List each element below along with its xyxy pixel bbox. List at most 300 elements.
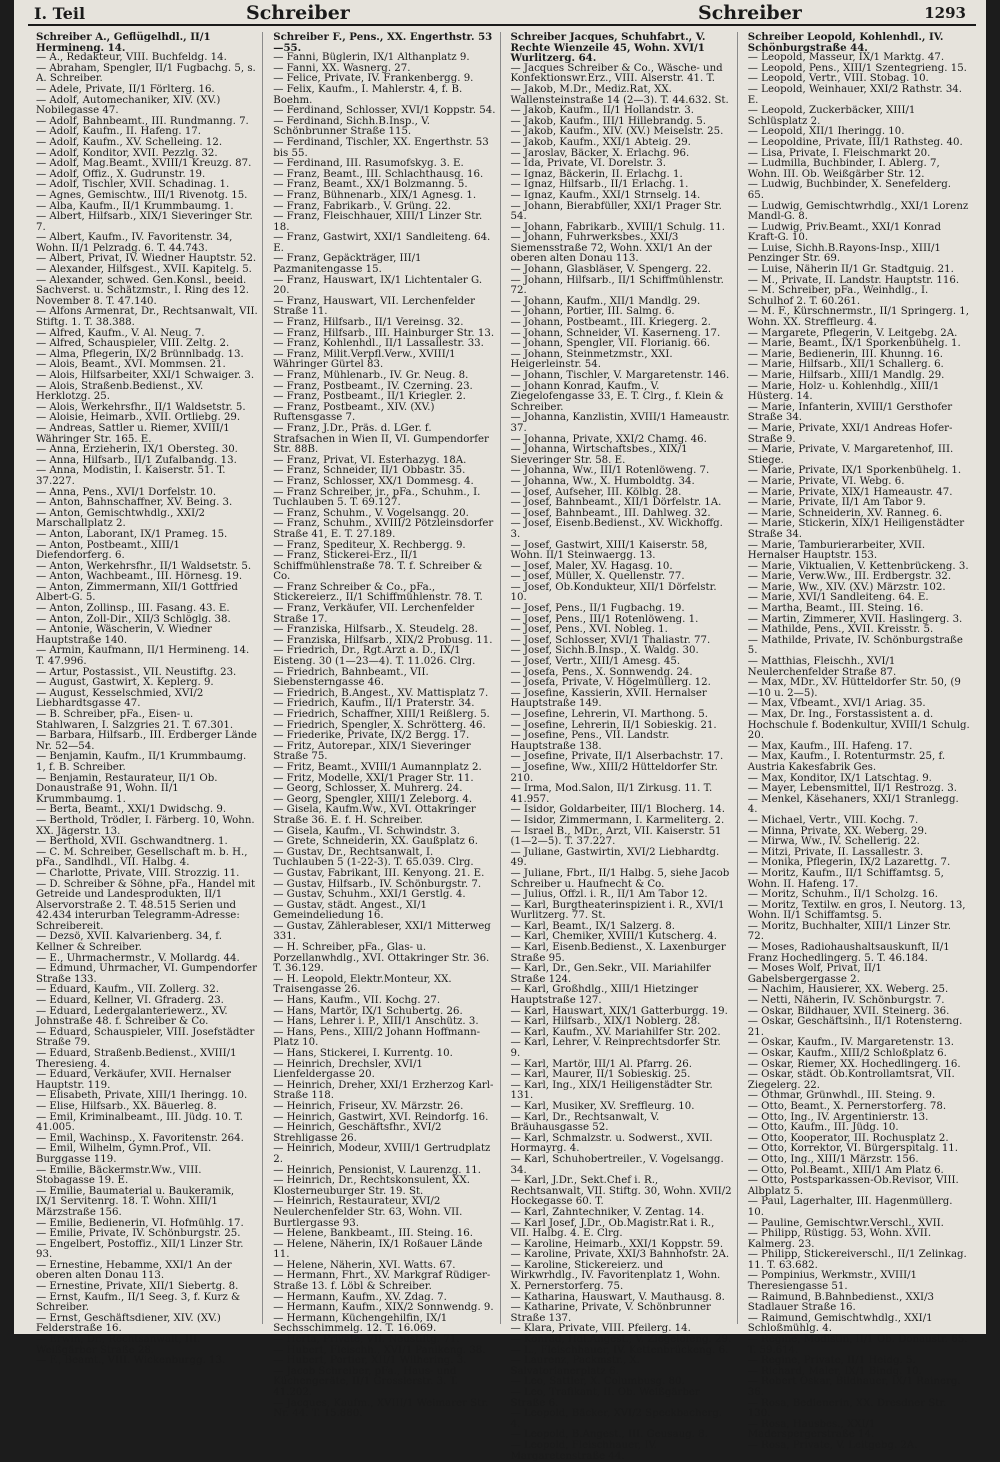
directory-entry: — Karl, Burgtheaterinspizient i. R., XVI/1 Wurlitzerg. 77. St. (510, 899, 725, 922)
directory-entry: — Gustav, Dr., Rechtsanwalt, I. Tuchlauben 5 (1-22-3). T. 65.039. Clrg. (273, 846, 474, 869)
directory-entry: — Alois, Beamt., XVI. Mommsen. 21. (36, 359, 226, 371)
directory-entry: — Albert, Privat, IV. Wiedner Hauptstr. 52. (36, 253, 257, 265)
directory-entry: — Adolf, Kaufm., XV. Schelleing. 12. (36, 136, 223, 148)
directory-entry: — Karl, Kaufm., XV. Mariahilfer Str. 202. (510, 1026, 721, 1038)
directory-entry: — Gustav, Hilfsarb., IV. Schönburgstr. 7. (273, 878, 482, 890)
directory-entry: — Karl Josef, J.Dr., Ob.Magistr.Rat i. R., VII. Halbg. 4. E. Clrg. (510, 1217, 715, 1240)
directory-entry: — Jacques, Kaufm., XVIII/1 Weimarer Str. Nr. 44. T. 15.880. (273, 1397, 489, 1420)
column-1 (36, 31, 263, 1367)
directory-entry: — Katharina, Hauswart, V. Mauthausg. 8. (510, 1291, 725, 1303)
column-4 (747, 31, 974, 1451)
directory-entry: — Josefine, Pens., VII. Landstr. Hauptstraße 138. (510, 730, 670, 752)
directory-entry: — Jakob, Kaufm., XIV. (XV.) Meiselstr. 25. (510, 126, 724, 138)
directory-entry: — Hermann, Fhrt., XV. Markgraf Rüdiger-Straße 13. f. Löbl & Schreiber. (273, 1270, 491, 1293)
directory-entry: — Johann, Postbeamt., III. Kriegerg. 2. (510, 317, 711, 329)
directory-entry: — Mathilde, Private, IV. Schönburgstraße 5. (747, 634, 963, 657)
directory-entry: — A., Redakteur, VIII. Buchfeldg. 14. (36, 52, 227, 64)
directory-entry: — Marie, Private, IX/1 Sporkenbühelg. 1. (747, 465, 962, 477)
directory-entry: — Karl, J.Dr., Sekt.Chef i. R., Rechtsanwalt, VII. Stiftg. 30, Wohn. XVII/2 Hockegasse 60. T. (510, 1175, 732, 1208)
directory-entry: — Otto, Beamt., X. Pernerstorferg. 78. (747, 1100, 947, 1112)
directory-entry: — Hermann, Küchengehilfin, IX/1 Sechsschimmelg. 12. T. 16.069. (273, 1312, 448, 1335)
directory-entry: — Franz, Schneider, II/1 Obbastr. 35. (273, 465, 466, 477)
directory-entry: — Max, Kaufm., I. Rotenturmstr. 25, f. Austria Kakesfabrik Ges. (747, 751, 946, 773)
directory-entry: — Emil, Wilhelm, Gymn.Prof., VII. Burggasse 119. (36, 1143, 212, 1165)
directory-entry: — Hermann, Kaufm., XV. Zdag. 7. (273, 1291, 447, 1303)
directory-entry: — Marie, XVI/1 Sandleiteng. 64. E. (747, 592, 929, 604)
directory-entry: — Helene, Bankbeamt., III. Steing. 16. (273, 1228, 474, 1240)
directory-entry: — Anton, Laborant, IX/1 Prameg. 15. (36, 528, 228, 540)
directory-entry: — Pauline, Gemischtwr.Verschl., XVII. (747, 1217, 944, 1229)
directory-entry: — Josefine, Lehrerin, II/1 Sobieskig. 21. (510, 719, 717, 731)
directory-entry: — Benjamin, Kaufm., II/1 Krummbaumg. 1, f. B. Schreiber. (36, 751, 247, 773)
directory-entry: — Hermann, Kaufm., XIX/2 Sonnwendg. 9. (273, 1302, 494, 1314)
directory-entry: — Josefine, Kassierin, XVII. Hernalser Hauptstraße 149. (510, 687, 707, 710)
directory-entry: — Adolf, Kaufm., II. Hafeng. 17. (36, 126, 202, 138)
directory-entry: — Leopold, XII/1 Iheringg. 10. (747, 126, 905, 138)
directory-entry: — Marie, Private, V. Margaretenhof, III. Stiege. (747, 444, 954, 466)
directory-entry: — Elise, Hilfsarb., XX. Bäuerleg. 8. (36, 1100, 217, 1112)
directory-entry: — Helene, Näherin, XVI. Watts. 67. (273, 1259, 456, 1271)
directory-entry: — Fanni, XX. Wasnerg. 27. (273, 62, 411, 74)
directory-entry: — Mirwa, Ww., IV. Schellerig. 22. (747, 836, 920, 848)
directory-entry: — Adolf, Tischler, XVII. Schadinag. 1. (36, 179, 230, 191)
directory-entry: — Moses, Radiohaushaltsauskunft, II/1 Franz Hochedlingerg. 5. T. 46.184. (747, 942, 950, 964)
directory-entry: — Elisabeth, Private, XIII/1 Iheringg. 10. (36, 1090, 248, 1102)
column-2 (273, 31, 500, 1420)
directory-entry: — Leopold, Zuckerbäcker, XIII/1 Schlüsplatz 2. (747, 105, 916, 127)
directory-entry: — Benjamin, Restaurateur, II/1 Ob. Donaustraße 91, Wohn. II/1 Krummbaumg. 1. (36, 772, 218, 805)
directory-entry: — Pompinius, Werkmstr., XVIII/1 Theresiengasse 51. (747, 1270, 918, 1293)
directory-entry: — Franz, Hauswart, IX/1 Lichtentaler G. 20. (273, 274, 483, 297)
directory-entry: — Josefine, Ww., XIII/2 Hütteldorfer Str. 210. (510, 761, 718, 784)
directory-entry: — Oskar, Kaufm., XIII/2 Schloßplatz 6. (747, 1048, 947, 1059)
directory-entry: — Franz, Postbeamt., II/1 Kriegler. 2. (273, 391, 466, 403)
directory-entry: — Karl, Hauswart, XIX/1 Gatterburgg. 19. (510, 1005, 728, 1017)
directory-entry: — Raimund, Gemischtwhdlg., XXI/1 Schloßmühlg. 4. (747, 1312, 933, 1335)
directory-entry: — Johann, Tischler, V. Margaretenstr. 146. (510, 370, 730, 381)
directory-entry: — Isidor, Goldarbeiter, III/1 Blocherg. 14. (510, 804, 725, 816)
directory-entry: — Johanna, Wirtschaftsbes., XIX/1 Sieveringer Str. 58. E. (510, 444, 688, 466)
directory-entry: — Hans, Lehrer i. P., XIII/1 Anschütz. 3. (273, 1016, 479, 1028)
directory-entry: — F., Beamt., VIII. Wickenburgg. 13. (36, 1355, 226, 1367)
directory-entry: — Marie, Schneiderin, XV. Ranneg. 6. (747, 507, 943, 519)
directory-entry: — Marie, Tamburierarbeiter, XVII. Hernalser Hauptstr. 153. (747, 539, 926, 562)
directory-entry: — Oskar, Riemer, XX. Hochedlingerg. 16. (747, 1058, 961, 1070)
directory-entry: — Julius, Offzl. i. R., II/1 Am Tabor 12. (510, 889, 708, 901)
directory-entry: — Alois, Hilfsarbeiter, XXI/1 Schwaiger. 3. (36, 370, 255, 381)
directory-entry: — Karl, Eisenb.Bedienst., X. Laxenburger Straße 95. (510, 942, 726, 964)
directory-entry: — Franz, Schuhm., V. Vogelsangg. 20. (273, 507, 469, 519)
directory-entry: — Johann, Fuhrwerksbes., XXI/3 Siemensstraße 72, Wohn. XXI/1 An der oberen alten Donau 113. (510, 232, 712, 265)
directory-entry: — Mathilde, Pens., XVII. Kreisstr. 5. (747, 624, 934, 636)
directory-entry: — Franz, Beamt., XX/1 Bolzmanng. 5. (273, 179, 468, 191)
directory-entry: — Isidor, Zimmermann, I. Karmeliterg. 2. (510, 814, 725, 826)
directory-entry: — Josef, Schlosser, XVI/1 Thaliastr. 77. (510, 634, 711, 646)
directory-entry: — Franz, Verkäufer, VII. Lerchenfelder Straße 17. (273, 603, 475, 625)
directory-entry: — Hans, Pens., XIII/2 Johann Hoffmann-Platz 10. (273, 1026, 481, 1049)
directory-entry: — Karoline, Private, XXI/3 Bahnhofstr. 2A. (510, 1249, 730, 1261)
directory-entry: — Juliane, Gastwirtin, XVI/2 Liebhardtg. 49. (510, 846, 720, 869)
directory-entry: — Josefine, Private, II/1 Alserbachstr. 17. (510, 751, 724, 763)
directory-entry: — Konrad, Hdl.Angest., V. Ziegelofeng. 29. (510, 1334, 732, 1346)
directory-entry: — Franz, Hauswart, VII. Lerchenfelder Straße 11. (273, 295, 475, 318)
directory-entry: — Jaroslav, Bäcker, X. Erlachg. 96. (510, 147, 690, 159)
directory-entry: — Moritz, Schuhm., II/1 Scholzg. 16. (747, 889, 938, 901)
directory-entry: — Franz, Milit.Verpfl.Verw., XVIII/1 Währinger Gürtel 83. (273, 348, 456, 371)
directory-entry: — Franz, Stickerei-Erz., II/1 Schiffmühlenstraße 78. T. f. Schreiber & Co. (273, 550, 483, 583)
directory-entry: — Alfons Armenrat, Dr., Rechtsanwalt, VII. Stiftg. 1. T. 38.388. (36, 306, 258, 329)
directory-entry: — Johann Konrad, Kaufm., V. Ziegelofengasse 33, E. T. Clrg., f. Klein & Schreiber. (510, 380, 724, 413)
directory-entry: — Leo, Trafikant, II. Ob. Weißgärber Straße 6. (510, 1387, 700, 1409)
directory-entry: — Engelbert, Postoffiz., XII/1 Linzer Str. 93. (36, 1238, 244, 1261)
directory-entry: — C. M. Schreiber, Gesellschaft m. b. H., pFa., Sandlhdl., VII. Halbg. 4. (36, 846, 248, 869)
directory-entry: — Emil, Wachinsp., X. Favoritenstr. 264. (36, 1132, 244, 1144)
directory-entry: — Rosa, Hausbes., XXI/1 Maderspergerstraße 14. (747, 1418, 876, 1441)
directory-entry: — Josef, Pens., II/1 Fugbachg. 19. (510, 603, 685, 615)
directory-entry: — D. Schreiber & Söhne, pFa., Handel mit Getreide und Landesprodukten, II/1 Alservorstraße 2. T. 48.515 Serien und 42.434 interurban Telegramm-Adresse: Schreibereit. (36, 878, 256, 932)
directory-entry: — Emilie, Baumaterial u. Baukeramik, IX/1 Servitenrg. 18. T. Wohn. XIII/1 Märzstraße 156. (36, 1185, 235, 1218)
directory-entry: — Richard, Maler, IX/1 Bindg. 10. (747, 1365, 922, 1377)
directory-entry: — Marie, Private, II/1 Am Tabor 9. (747, 497, 926, 509)
directory-entry: — Monika, Pflegerin, IX/2 Lazarettg. 7. (747, 857, 951, 869)
directory-entry: — E., Uhrmachermstr., V. Mollardg. 44. (36, 952, 240, 964)
directory-entry: — Karl, Schuhobertreiler., V. Vogelsangg. 34. (510, 1153, 724, 1176)
directory-entry: — Charlotte, Private, VIII. Strozzig. 11. (36, 867, 240, 879)
directory-entry: — Ferdinand, Schlosser, XVI/1 Koppstr. 54. (273, 105, 496, 117)
directory-entry: — Franz, Kohlenhdl., II/1 Lassallestr. 33. (273, 338, 484, 350)
directory-entry: — Ernestine, Hebamme, XXI/1 An der oberen alten Donau 113. (36, 1259, 232, 1282)
directory-entry: — Irma, Mod.Salon, II/1 Zirkusg. 11. T. 41.957. (510, 783, 713, 805)
directory-entry: — Johann, Steinmetzmstr., XXI. Heigerleinstr. 54. (510, 348, 673, 371)
directory-entry: — Otto, Korrektor, VI. Bürgerspitalg. 11. (747, 1143, 959, 1155)
directory-entry: — Anton, Zoll-Dir., XII/3 Schlöglg. 38. (36, 613, 231, 625)
directory-entry: — H. Leopold, Elektr.Monteur, XX. Traisengasse 26. (273, 973, 452, 996)
directory-entry: — Berthold, XVII. Gschwandtnerg. 1. (36, 836, 228, 848)
directory-entry: — Leopold, Weinhauer, XXI/2 Rathstr. 34. E. (747, 83, 963, 106)
directory-entry: — Eduard, Ledergalanteriewerz., XV. Johnstraße 48. f. Schreiber & Co. (36, 1005, 228, 1028)
directory-entry: — Adolf, Bahnbeamt., III. Rundmanng. 7. (36, 115, 249, 127)
directory-entry: — Friedrich, Kaufm., II/1 Praterstr. 34. (273, 698, 475, 710)
directory-entry: — Luise, Näherin II/1 Gr. Stadtguig. 21. (747, 264, 954, 276)
directory-entry: — Karl, Dr., Rechtsanwalt, V. Bräuhausgasse 52. (510, 1111, 660, 1134)
directory-entry: — Johann, Schneider, VI. Kaserneng. 17. (510, 327, 721, 339)
directory-entry: — Leo, Sattler, X. Columbusg. 80. (510, 1376, 685, 1388)
directory-entry: — Rosa, Bedienerin, XX. Dresdner Str. 130. (747, 1397, 947, 1420)
directory-entry: — Hans, Stickerei, I. Kurrentg. 10. (273, 1048, 453, 1059)
directory-entry: — Josef, Pens., III/1 Rotenlöweng. 1. (510, 613, 699, 625)
directory-entry: — Josef, Vertr., XIII/1 Amesg. 45. (510, 656, 681, 668)
directory-entry: — Ignaz, Hilfsarb., II/1 Erlachg. 1. (510, 179, 689, 191)
directory-entry: — Marie, Viktualien, V. Kettenbrückeng. 3. (747, 560, 969, 572)
directory-entry: — Leopold, B.Angest., III. Geusaug. 8. (510, 1429, 708, 1441)
directory-entry: — Karl, Hilfsarb., XIX/1 Noblerg. 28. (510, 1016, 701, 1028)
directory-page (14, 0, 986, 1462)
directory-entry: — Leopold, Masseur, IX/1 Marktg. 47. (747, 52, 945, 64)
directory-entry: — Josef, Maler, XV. Hagasg. 10. (510, 560, 673, 572)
directory-entry: — Max, Vfbeamt., XVI/1 Ariag. 35. (747, 698, 926, 710)
directory-entry: — Ignaz, Bäckerin, II. Erlachg. 1. (510, 168, 683, 180)
directory-entry: — Regine, Private, II/1 Heidg. 5. (747, 1355, 916, 1367)
directory-entry: — Karoline, Stickereierz. und Wirkwrhdlg., IV. Favoritenplatz 1, Wohn. X. Pernerstorferg. 75. (510, 1259, 721, 1293)
directory-entry: — Berthold, Trödler, I. Färberg. 10, Wohn. XX. Jägerstr. 13. (36, 814, 255, 837)
directory-entry: — Michael, Vertr., VIII. Kochg. 7. (747, 814, 919, 826)
directory-entry: — Karl, Zahntechniker, V. Zentag. 14. (510, 1206, 705, 1218)
directory-entry: — Klara, Private, VIII. Pfeilerg. 14. (510, 1323, 691, 1335)
directory-entry: — Josefa, Pens., X. Sonnwendg. 24. (510, 666, 693, 678)
directory-entry: — Gustav, Schuhm., XXI/1 Gerstlg. 4. (273, 889, 466, 901)
directory-entry: — Otto, Ing., XIII/1 Märzstr. 156. (747, 1153, 919, 1165)
directory-entry: — Franz, Hilfsarb., II/1 Vereinsg. 32. (273, 317, 464, 329)
directory-entry: — Oskar, städt. Ob.Kontrollamtsrat, VII. Ziegelerg. 22. (747, 1069, 955, 1091)
directory-entry: — Franz Schreiber, jr., pFa., Schuhm., I. Tuchlauben 5. T. 69.127. (273, 486, 481, 509)
directory-entry: — Eduard, Schauspieler, VIII. Josefstädter Straße 79. (36, 1026, 255, 1049)
directory-entry: — Josef, Eisenb.Bedienst., XV. Wickhoffg. 3. (510, 518, 723, 540)
directory-entry: — Marie, Ww., XIV. (XV.) Märzstr. 102. (747, 581, 946, 593)
directory-entry: — Mayer, Lebensmittel, II/1 Restrozg. 3. (747, 783, 958, 795)
directory-entry: — L., Fleischhauer, IV. Kettenbrückeng. 6. (510, 1344, 729, 1356)
directory-entry: — M. F., Kürschnermstr., II/1 Springerg. 1, Wohn. XX. Streffleurg. 4. (747, 306, 970, 329)
directory-entry: — Lisa, Private, I. Fleischmarkt 20. (747, 147, 931, 159)
directory-entry: — Ludwig, Priv.Beamt., XXI/1 Konrad Kraft-G. 10. (747, 221, 942, 244)
directory-entry: — Alfred, Kaufm., V. Al. Neug. 7. (36, 327, 205, 339)
directory-entry: — Antonie, Wäscherin, V. Wiedner Hauptstraße 140. (36, 624, 212, 646)
directory-entry: — Heinrich, Dreher, XXI/1 Erzherzog Karl-Straße 118. (273, 1079, 494, 1102)
directory-entry: — Alexander, Hilfsgest., XVII. Kapitelg. 5. (36, 264, 252, 276)
directory-entry: — Margarete, Pflegerin, V. Leitgebg. 2A. (747, 327, 958, 339)
directory-entry: — Otto, Postsparkassen-Ob.Revisor, VIII. Albplatz 5. (747, 1175, 959, 1197)
directory-entry: — Josefine, Lehrerin, VI. Marthong. 5. (510, 709, 708, 720)
directory-entry: — Grete, Schneiderin, XX. Gaußplatz 6. (273, 836, 478, 848)
directory-entry: — Emilie, Bedienerin, VI. Hofmühlg. 17. (36, 1217, 244, 1229)
directory-entry: — Agnes, Gemischtw., III/1 Rivenotg. 15. (36, 189, 248, 201)
directory-entry: — Johann, Hilfsarb., II/1 Schiffmühlenstr. 72. (510, 274, 724, 297)
directory-entry: — Karoline, Heimarb., XXI/1 Koppstr. 59. (510, 1238, 724, 1250)
directory-entry: — Anton, Zollinsp., III. Fasang. 43. E. (36, 603, 230, 615)
directory-entry: — Johann, Spengler, VII. Florianig. 66. (510, 338, 711, 350)
directory-entry: — Franziska, Hilfsarb., X. Steudelg. 28. (273, 624, 478, 636)
directory-entry: — Othmar, Grünwhdl., III. Steing. 9. (747, 1090, 936, 1102)
directory-entry: — Fritz, Modelle, XXI/1 Prager Str. 11. (273, 772, 474, 784)
directory-entry: — Philipp, Rüstigg. 53, Wohn. XVII. Kalmerg. 23. (747, 1228, 932, 1250)
directory-entry: — Rosa, Private, V. Leitgebg. 2A. (747, 1439, 918, 1451)
directory-entry: — Minna, Private, XX. Weberg. 29. (747, 825, 928, 837)
directory-entry: Schreiber Leopold, Kohlenhdl., IV. Schönburgstraße 44. (747, 31, 944, 54)
directory-entry: — Marie, Beamt., IX/1 Sporkenbühelg. 1. (747, 338, 961, 350)
directory-entry: — Franz, Fleischhauer, XIII/1 Linzer Str. 18. (273, 211, 483, 233)
directory-entry: — Andreas, Sattler u. Riemer, XVIII/1 Währinger Str. 165. E. (36, 422, 230, 445)
directory-entry: — Franz, J.Dr., Präs. d. LGer. f. Strafsachen in Wien II, VI. Gumpendorfer Str. 88B. (273, 422, 489, 456)
directory-entry: — Josef, Ob.Kondukteur, XII/1 Dörfelstr. 10. (510, 581, 717, 604)
directory-entry: — Johann, Bierabfüller, XXI/1 Prager Str. 54. (510, 200, 722, 223)
directory-entry: — Alfred, Schauspieler, VIII. Zeltg. 2. (36, 338, 230, 350)
directory-entry: — Ludmilla, Buchbinder, I. Ablerg. 7, Wohn. III. Ob. Weißgärber Str. 12. (747, 158, 940, 180)
page-header (28, 4, 976, 26)
directory-entry: — Alexander, schwed. Gen.Konsl., beeid. Sachverst. u. Schätzmstr., I. Ring des 12. November 8. T. 47.140. (36, 274, 250, 307)
directory-entry: — Max, MDr., XV. Hütteldorfer Str. 50, (9—10 u. 2—5). (747, 677, 961, 699)
directory-entry: — Robert Oskar, Bildhauer, IX/1 Rainerg. 36. (747, 1376, 961, 1398)
directory-entry: — Johanna, Private, XXI/2 Chamg. 46. (510, 433, 707, 445)
directory-entry: — Franz, Fabrikarb., V. Grüng. 22. (273, 200, 451, 212)
directory-entry: — Raimund, B.Bahnbedienst., XXI/3 Stadlauer Straße 16. (747, 1291, 935, 1314)
directory-entry: — Menkel, Käsehaners, XXI/1 Stranlegg. 4. (747, 793, 959, 816)
directory-entry: — Emil, Kriminalbeamt., III. Jüdg. 10. T. 41.005. (36, 1111, 243, 1134)
directory-entry: — Anton, Bahnschaffner, XV. Being. 3. (36, 497, 233, 509)
directory-entry: — Felix, Kaufm., I. Mahlerstr. 4, f. B. Boehm. (273, 83, 463, 106)
directory-entry: — Oskar, Bildhauer, XVII. Steinerg. 36. (747, 1005, 950, 1017)
directory-entry: — Anton, Werkehrsfhr., II/1 Waldsetstr. 5. (36, 560, 252, 572)
directory-entry: — Franziska, Hilfsarb., XIX/2 Probusg. 11. (273, 634, 493, 646)
directory-entry: — Anton, Gemischtwhdlg., XXI/2 Marschallplatz 2. (36, 507, 206, 530)
directory-entry: — Hans, Kaufm., VII. Kochg. 27. (273, 995, 441, 1007)
directory-entry: — Adolf, Offiz., X. Gudrunstr. 19. (36, 168, 206, 180)
directory-entry: — Gustav, städt. Angest., XI/1 Gemeindeliedung 16. (273, 899, 427, 922)
directory-entry: — Eduard, Verkäufer, XVII. Hernalser Hauptstr. 119. (36, 1069, 231, 1091)
directory-entry: — Heinrich, Pensionist, V. Laurenzg. 11. (273, 1164, 481, 1176)
directory-entry: — Heinrich, Restaurateur, XVI/2 Neulerchenfelder Str. 63, Wohn. VII. Burtlergasse 93. (273, 1196, 463, 1229)
directory-entry: — Gustav, Fabrikant, III. Kenyong. 21. E. (273, 867, 485, 879)
directory-entry: — Josef, Aufseher, III. Kölblg. 28. (510, 486, 682, 498)
directory-entry: — Gisela, Kaufm., VI. Schwindstr. 3. (273, 825, 460, 837)
directory-entry: Schreiber A., Geflügelhdl., II/1 Hermineng. 14. (36, 31, 211, 54)
directory-entry: — Otto, Kooperator, III. Rochusplatz 2. (747, 1132, 949, 1144)
directory-entry: — Adele, Private, II/1 Förlterg. 16. (36, 83, 215, 95)
directory-entry: — Josef, Bahnbeamt., XII/1 Dörfelstr. 1A. (510, 497, 722, 509)
directory-entry: — Katharine, Private, V. Schönbrunner Straße 137. (510, 1302, 711, 1324)
directory-entry: — Friedrich, Bahnbeamt., VII. Siebensterngasse 46. (273, 666, 429, 689)
directory-entry: — Johann, Kaufm., XII/1 Mandlg. 29. (510, 295, 701, 307)
directory-entry: — Franz, Spediteur, X. Rechbergg. 9. (273, 539, 466, 551)
directory-entry: — Fanni, Büglerin, IX/1 Althanplatz 9. (273, 52, 470, 64)
directory-entry: — Anton, Zimmermann, XII/1 Gottfried Albert-G. 5. (36, 581, 238, 604)
directory-entry: — Felice, Private, IV. Frankenbergg. 9. (273, 73, 474, 85)
directory-entry: — Max, Konditor, IX/1 Latschtag. 9. (747, 772, 932, 784)
directory-entry: — Ernst, Geschäftsdiener, XIV. (XV.) Felderstraße 16. (36, 1312, 221, 1335)
directory-entry: — Regine, Modistin, II/1 Ob. Donaustr. 65. T. 59.614. (747, 1334, 968, 1356)
directory-entry: — Herta, Private, VII. Neustiftg. 71. (273, 1334, 460, 1346)
directory-entry: — August, Kesselschmied, XVI/2 Liebhardtsgasse 47. (36, 687, 204, 710)
directory-entry: — Franz, Gepäckträger, III/1 Pazmanitengasse 15. (273, 253, 422, 276)
directory-entry: — Anton, Postbeamt., XIII/1 Diefendorferg. 6. (36, 539, 180, 562)
directory-entry: — Dezsö, XVII. Kalvarienberg. 34, f. Kellner & Schreiber. (36, 931, 222, 954)
directory-entry: — Gustav, Zählerableser, XXI/1 Mitterweg 331. (273, 920, 491, 943)
directory-entry: — Josef, Pens., XVI. Nobleg. 1. (510, 624, 668, 636)
directory-entry: — Philipp, Stickereiverschl., II/1 Zelinkag. 11. T. 63.682. (747, 1249, 967, 1271)
directory-entry: — Anna, Hilfsarb., II/1 Zufalbandg. 13. (36, 454, 237, 466)
directory-entry: — Alois, Werkehrsfhr., II/1 Waldsetstr. 5. (36, 401, 246, 413)
directory-entry: — B. Schreiber, pFa., Eisen- u. Stahlwaren, I. Salzgries 21. T. 67.301. (36, 709, 234, 731)
directory-entry: — Heinrich, Friseur, XV. Märzstr. 26. (273, 1100, 464, 1112)
directory-entry: — Jacques Schreiber & Co., Wäsche- und Konfektionswr.Erz., VIII. Alserstr. 41. T. (510, 62, 723, 85)
directory-entry: — Marie, Hilfsarb., XII/1 Schallerg. 6. (747, 359, 944, 371)
directory-entry: — Franz, Postbeamt., IV. Czerning. 23. (273, 380, 473, 392)
directory-entry: — Marie, Private, XXI/1 Andreas Hofer-Straße 9. (747, 422, 953, 445)
directory-entry: — Max, Kaufm., III. Hafeng. 17. (747, 740, 913, 752)
directory-entry: — Moritz, Buchhalter, XIII/1 Linzer Str. 72. (747, 920, 951, 943)
directory-entry: — Karl, Lehrer, V. Reinprechtsdorfer Str. 9. (510, 1037, 721, 1059)
directory-entry: — Josef, Sichh.B.Insp., X. Waldg. 30. (510, 645, 699, 657)
directory-entry: — Marie, Hilfsarb., XIII/1 Mandlg. 29. (747, 370, 945, 381)
directory-entry: — Jakob, Kaufm., II/1 Hollandstr. 3. (510, 105, 694, 117)
directory-columns (36, 31, 974, 1462)
directory-entry: — Berta, Beamt., XXI/1 Dwidschg. 9. (36, 804, 227, 816)
directory-entry: — Franz, Schuhm., XVIII/2 Pötzleinsdorfer Straße 41, E. T. 27.189. (273, 518, 494, 540)
directory-entry: — Israel B., MDr., Arzt, VII. Kaiserstr. 51 (1—2—5). T. 37.227. (510, 825, 722, 848)
directory-entry: — Ernestine, Private, XII/1 Siebertg. 8. (36, 1281, 239, 1293)
directory-entry: — Ferdinand, Sichh.B.Insp., V. Schönbrunner Straße 115. (273, 115, 430, 138)
directory-entry: — Jakob, M.Dr., Mediz.Rat, XX. Wallensteinstraße 14 (2—3). T. 44.632. St. (510, 83, 729, 106)
directory-entry: — Alba, Kaufm., II/1 Krummbaumg. 1. (36, 200, 234, 212)
directory-entry: — Leopold, Bäcker, XVI/2 Speckbacherg. 4. (510, 1408, 723, 1430)
directory-entry: — Martha, Beamt., III. Steing. 16. (747, 603, 924, 615)
directory-entry: — Ida, Private, VI. Dorelstr. 3. (510, 158, 667, 170)
page-number: 1293 (924, 4, 966, 22)
directory-entry: — Karl, Großhdlg., XIII/1 Hietzinger Hauptstraße 127. (510, 984, 699, 1007)
directory-entry: — Ignaz, Kaufm., XXI/1 Strnselg. 14. (510, 189, 701, 201)
directory-entry: — Erwin, Dr., Rechtsanwalt, III. Weißgärber Straße 28. (36, 1334, 201, 1356)
directory-entry: — Matthias, Fleischh., XVI/1 Neulerchenfelder Straße 87. (747, 656, 897, 678)
directory-entry: — Emilie, Private, IV. Schönburgstr. 25. (36, 1228, 241, 1240)
directory-entry: — Alois, Straßenb.Bedienst., XV. Herklotzg. 25. (36, 380, 204, 403)
directory-entry: — Martin, Zimmerer, XVII. Haslingerg. 3. (747, 613, 963, 625)
directory-entry: — Netti, Näherin, IV. Schönburgstr. 7. (747, 995, 945, 1007)
directory-entry: — Heinrich, Geschäftsfhr., XVI/2 Strehligasse 26. (273, 1122, 442, 1144)
directory-entry: — Georg, Spengler, XIII/1 Zeleborg. 4. (273, 793, 473, 805)
directory-entry: — Karl, Chemiker, XVIII/1 Kutscherg. 4. (510, 931, 717, 943)
directory-entry: — Josef, Müller, X. Quellenstr. 77. (510, 571, 685, 583)
directory-entry: — Friedrich, Dr., Rgt.Arzt a. D., IX/1 Eisteng. 30 (1—23—4). T. 11.026. Clrg. (273, 645, 476, 668)
directory-entry: — Marie, Bedienerin, III. Khunng. 16. (747, 348, 943, 360)
directory-entry: — Nachim, Hausierer, XX. Weberg. 25. (747, 984, 949, 996)
directory-entry: — Franz, Schlosser, XX/1 Dommesg. 4. (273, 475, 474, 487)
directory-entry: — Leopold, Fleischhauer, IV. Margaretenstraße 44. (510, 1439, 658, 1462)
directory-entry: — Josef, Bahnbeamt., III. Dahlweg. 32. (510, 507, 711, 519)
directory-entry: — Hans, Martör, IX/1 Schubertg. 26. (273, 1005, 463, 1017)
directory-entry: — Marie, Infanterin, XVIII/1 Gersthofer Straße 34. (747, 401, 953, 424)
directory-entry: — Barbara, Hilfsarb., III. Erdberger Lände Nr. 52—54. (36, 730, 257, 752)
directory-entry: — Franz, Mühlenarb., IV. Gr. Neug. 8. (273, 370, 469, 381)
directory-entry: — Johann, Fabrikarb., XVIII/1 Schulg. 11. (510, 221, 725, 233)
directory-entry: Schreiber F., Pens., XX. Engerthstr. 53—55. (273, 31, 493, 54)
directory-entry: — Josef, Gastwirt, XIII/1 Kaiserstr. 58, Wohn. II/1 Steinwaergg. 13. (510, 539, 708, 562)
directory-entry: — Adolf, Automechaniker, XIV. (XV.) Nobilegasse 47. (36, 94, 221, 117)
directory-entry: — Marie, Verw.Ww., III. Erdbergstr. 32. (747, 571, 952, 583)
directory-entry: — Luise, Sichh.B.Rayons-Insp., XIII/1 Penzinger Str. 69. (747, 242, 941, 265)
directory-entry: — Eduard, Kellner, VI. Gfraderg. 23. (36, 995, 224, 1007)
directory-entry: — Heinrich, Modeur, XVIII/1 Gertrudplatz 2. (273, 1143, 491, 1165)
directory-entry: — Karl, Schmalzstr. u. Sodwerst., XVII. Hormayrg. 4. (510, 1132, 713, 1155)
directory-entry: — Marie, Stickerin, XIX/1 Heiligenstädter Straße 34. (747, 518, 965, 540)
directory-entry: — Friedrich, Schaffner, XIII/1 Reißlerg. 5. (273, 709, 490, 720)
running-head-right: Schreiber (698, 2, 802, 24)
directory-entry: — Franz Schreiber & Co., pFa., Stickereierz., II/1 Schiffmühlenstr. 78. T. (273, 581, 483, 604)
directory-entry: — Johanna, Kanzlistin, XVIII/1 Hameaustr. 37. (510, 412, 730, 434)
directory-entry: — Franz, Postbeamt., XIV. (XV.) Ruftensgasse 7. (273, 401, 435, 424)
directory-entry: — Friederike, Private, IX/2 Bergg. 17. (273, 730, 470, 742)
directory-entry: — Ferdinand, Tischler, XX. Engerthstr. 53 bis 55. (273, 136, 489, 159)
directory-entry: — Paul, Lagerhalter, III. Hagenmüllerg. 10. (747, 1196, 953, 1218)
directory-entry: — Marie, Holz- u. Kohlenhdlg., XIII/1 Hüsterg. 14. (747, 380, 940, 403)
directory-entry: — Karl, Beamt., IX/1 Salzerg. 8. (510, 920, 675, 932)
directory-entry: — Johann, Portier, III. Salmg. 6. (510, 306, 675, 318)
directory-entry: — Oskar, Geschäftsinh., II/1 Rotensterng. 21. (747, 1016, 963, 1038)
directory-entry: — Emilie, Bäckermstr.Ww., VIII. Stobagasse 19. E. (36, 1164, 202, 1187)
directory-entry: — Leopold, Pens., XIII/1 Szentegrieng. 15. (747, 62, 967, 74)
running-head-left: Schreiber (246, 2, 350, 24)
directory-entry: — Franz, Privat, VI. Esterhazyg. 18A. (273, 454, 467, 466)
directory-entry: — Adolf, Konditor, XVII. Pezzlg. 32. (36, 147, 218, 159)
directory-entry: — Karl, Musiker, XV. Sreffleurg. 10. (510, 1100, 695, 1112)
directory-entry: — Georg, Schlosser, X. Muhrerg. 24. (273, 783, 463, 795)
